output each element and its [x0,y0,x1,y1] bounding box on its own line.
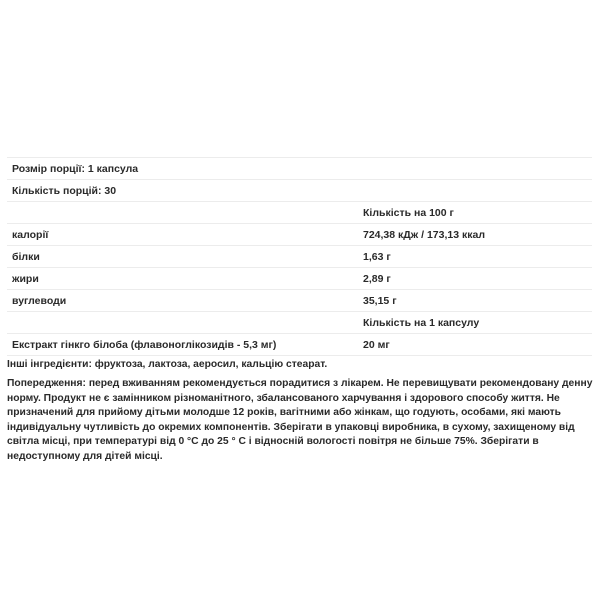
serving-size: Розмір порції: 1 капсула [12,162,139,175]
table-row [7,224,592,246]
header-per-100g-row [7,202,592,224]
warning-text: Попередження: перед вживанням рекомендується порадитися з лікарем. Не перевищувати рекомендовану денну норму. Продукт не є замінником різноманітного, збалансованого харчування і здорового способу життя. Не призначений для прийому дітьми молодше 12 років, вагітними або жінкам, що годують, особами, які мають індивідуальну чутливість до окремих компонентів. Зберігати в упаковці виробника, в сухому, захищеному від світла місці, при температурі від 0 °C до 25 ° C і відносній вологості повітря не більше 75%. Зберігати в недоступному для дітей місці. [7,378,593,462]
serving-size-row [7,158,592,180]
active-value: 20 мг [363,338,390,351]
nutrient-label: вуглеводи [12,294,67,307]
serving-count-row [7,180,592,202]
other-ingredients: Інші інгредієнти: фруктоза, лактоза, аеросил, кальцію стеарат. [7,359,328,370]
serving-count: Кількість порцій: 30 [12,184,117,197]
nutrient-label: жири [12,272,39,285]
table-row [7,290,592,312]
header-per-100g: Кількість на 100 г [363,206,454,219]
nutrient-value: 2,89 г [363,272,391,285]
header-per-capsule-row [7,312,592,334]
nutrient-value: 1,63 г [363,250,391,263]
table-row [7,334,592,356]
nutrition-table [7,157,592,356]
nutrient-value: 35,15 г [363,294,397,307]
table-row [7,268,592,290]
nutrient-label: калорії [12,228,49,241]
header-per-capsule: Кількість на 1 капсулу [363,316,480,329]
active-label: Екстракт гінкго білоба (флавоноглікозидів - 5,3 мг) [12,338,277,351]
nutrient-value: 724,38 кДж / 173,13 ккал [363,228,486,241]
nutrient-label: білки [12,250,40,263]
table-row [7,246,592,268]
